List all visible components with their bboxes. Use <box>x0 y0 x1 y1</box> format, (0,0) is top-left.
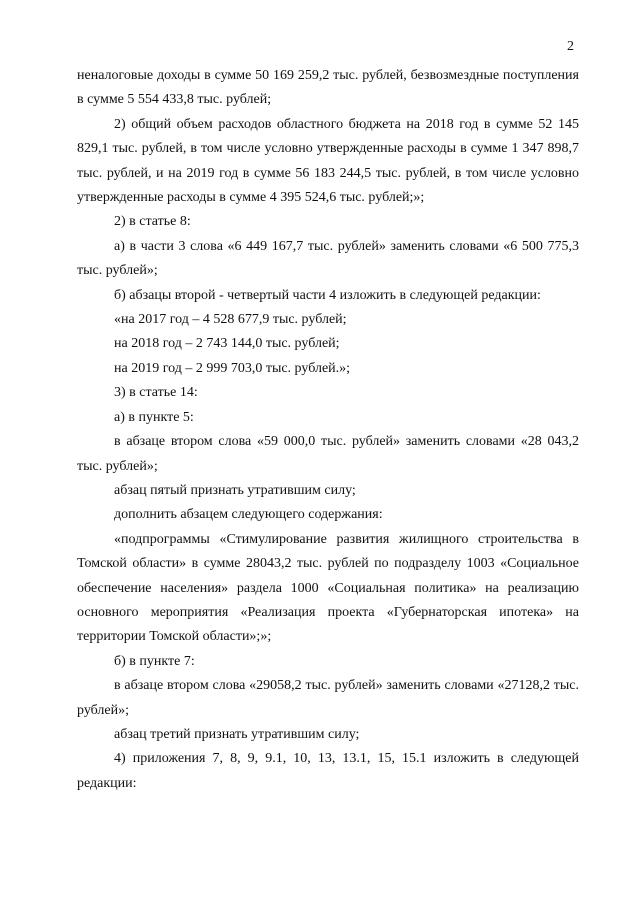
paragraph-3: 2) в статье 8: <box>114 214 191 230</box>
paragraph-6: «на 2017 год – 4 528 677,9 тыс. рублей; <box>114 312 347 328</box>
paragraph-16: в абзаце втором слова «29058,2 тыс. рублей» заменить словами «27128,2 тыс. рублей»; <box>77 678 579 718</box>
paragraph-17: абзац третий признать утратившим силу; <box>114 726 360 742</box>
paragraph-2: 2) общий объем расходов областного бюджета на 2018 год в сумме 52 145 829,1 тыс. рублей, в том числе условно утвержденные расходы в сумме 1 347 898,7 тыс. рублей, и на 2019 год в сумме 56 183 244,5 тыс. рублей, в том числе условно утвержденные расходы в сумме 4 395 524,6 тыс. рублей;»; <box>77 116 579 206</box>
paragraph-10: а) в пункте 5: <box>114 409 194 425</box>
paragraph-12: абзац пятый признать утратившим силу; <box>114 482 356 498</box>
document-body <box>77 64 579 796</box>
paragraph-15: б) в пункте 7: <box>114 653 195 669</box>
paragraph-9: 3) в статье 14: <box>114 385 198 401</box>
paragraph-13: дополнить абзацем следующего содержания: <box>114 507 383 523</box>
paragraph-11: в абзаце втором слова «59 000,0 тыс. рублей» заменить словами «28 043,2 тыс. рублей»; <box>77 434 579 474</box>
paragraph-8: на 2019 год – 2 999 703,0 тыс. рублей.»; <box>114 360 351 376</box>
paragraph-1: неналоговые доходы в сумме 50 169 259,2 тыс. рублей, безвозмездные поступления в сумме 5 554 433,8 тыс. рублей; <box>77 68 579 108</box>
paragraph-7: на 2018 год – 2 743 144,0 тыс. рублей; <box>114 336 340 352</box>
paragraph-18: 4) приложения 7, 8, 9, 9.1, 10, 13, 13.1, 15, 15.1 изложить в следующей редакции: <box>77 751 579 791</box>
paragraph-5: б) абзацы второй - четвертый части 4 изложить в следующей редакции: <box>114 287 541 303</box>
paragraph-4: а) в части 3 слова «6 449 167,7 тыс. рублей» заменить словами «6 500 775,3 тыс. рублей»; <box>77 238 579 279</box>
paragraph-14: «подпрограммы «Стимулирование развития жилищного строительства в Томской области» в сумме 28043,2 тыс. рублей по подразделу 1003 «Социальное обеспечение населения» раздела 1000 «Социальная политика» на реализацию основного мероприятия «Реализация проекта «Губернаторская ипотека» на территории Томской области»;»; <box>77 531 579 645</box>
page-number: 2 <box>567 39 574 54</box>
